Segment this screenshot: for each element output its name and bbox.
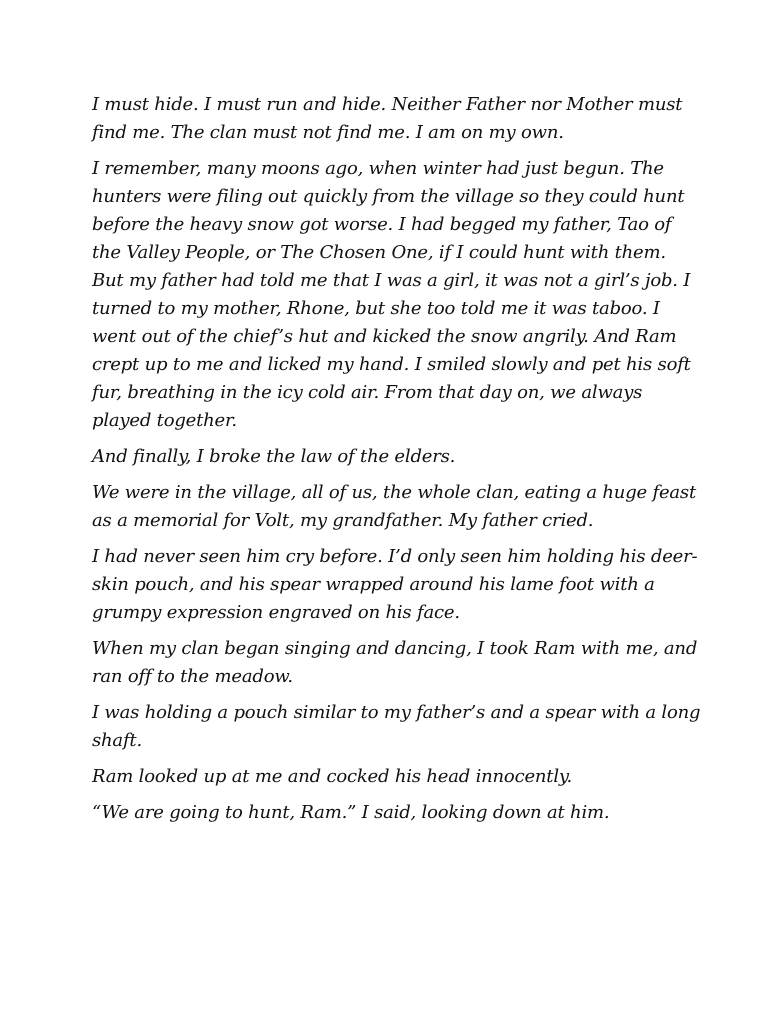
story-text <box>92 91 702 835</box>
paragraph: Ram looked up at me and cocked his head innocently. <box>92 766 572 787</box>
paragraph: When my clan began singing and dancing, I took Ram with me, and ran off to the meadow. <box>92 638 698 687</box>
paragraph: I had never seen him cry before. I’d only seen him holding his deer-skin pouch, and his spear wrapped around his lame foot with a grumpy expression engraved on his face. <box>92 546 698 623</box>
paragraph: I was holding a pouch similar to my father’s and a spear with a long shaft. <box>92 702 701 751</box>
paragraph: “We are going to hunt, Ram.” I said, looking down at him. <box>92 802 610 823</box>
paragraph: We were in the village, all of us, the whole clan, eating a huge feast as a memorial for Volt, my grandfather. My father cried. <box>92 482 697 531</box>
paragraph: I remember, many moons ago, when winter had just begun. The hunters were filing out quickly from the village so they could hunt before the heavy snow got worse. I had begged my father, Tao of the Valley People, or The Chosen One, if I could hunt with them. But my father had told me that I was a girl, it was not a girl’s job. I turned to my mother, Rhone, but she too told me it was taboo. I went out of the chief’s hut and kicked the snow angrily. And Ram crept up to me and licked my hand. I smiled slowly and pet his soft fur, breathing in the icy cold air. From that day on, we always played together. <box>92 158 691 431</box>
paragraph: I must hide. I must run and hide. Neither Father nor Mother must find me. The clan must not find me. I am on my own. <box>92 94 683 143</box>
paragraph: And finally, I broke the law of the elders. <box>92 446 456 467</box>
